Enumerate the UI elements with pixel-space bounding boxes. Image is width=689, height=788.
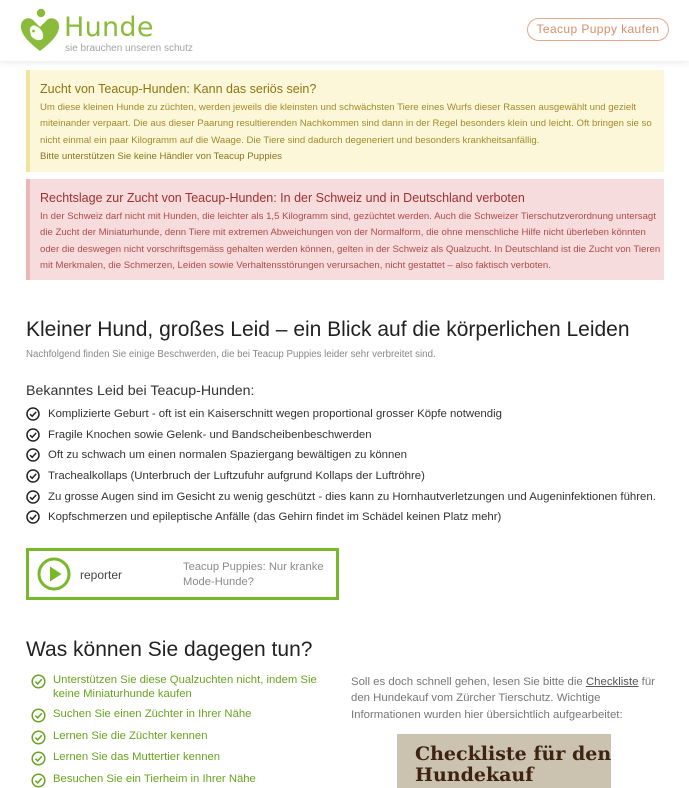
logo-subtitle: sie brauchen unseren schutz <box>65 43 193 54</box>
breeding-notice-note: Bitte unterstützen Sie keine Händler von Teacup Puppies <box>40 150 282 162</box>
checklist-text-before: Soll es doch schnell gehen, lesen Sie bitte die <box>351 676 586 688</box>
video-title[interactable]: Teacup Puppies: Nur kranke Mode-Hunde? <box>183 561 324 588</box>
video-player-box[interactable] <box>26 548 339 600</box>
list-item-text: Komplizierte Geburt - oft ist ein Kaiserschnitt wegen proportional grosser Köpfe notwendig <box>48 408 502 421</box>
list-item <box>31 751 331 766</box>
legal-notice-body: In der Schweiz darf nicht mit Hunden, die leichter als 1,5 Kilogramm sind, gezüchtet werden. Auch die Schweizer Tierschutzverordnung untersagt die Zucht der Miniaturhunde, denn Tiere mit extremen Abweichungen von der Normalform, die ohne menschliche Hilfe nicht überleben könnten oder die deswegen nicht vorschriftsgemäss gehalten werden können, gelten in der Schweiz als Qualzucht. In Deutschland ist die Zucht von Tieren mit Merkmalen, die Schmerzen, Leiden sowie Verhaltensstörungen verursachen, nicht gestattet – also faktisch verboten. <box>40 211 661 271</box>
checklist-text-after: für den Hundekauf vom Zürcher Tierschutz. Wichtige Informationen wurden hier übersichtlich aufgearbeitet: <box>351 676 655 721</box>
list-item <box>26 466 656 487</box>
page-subheading: Nachfolgend finden Sie einige Beschwerden, die bei Teacup Puppies leider sehr verbreitet sind. <box>26 349 436 360</box>
list-item <box>26 425 656 446</box>
check-circle-icon <box>31 730 46 745</box>
list-item-text: Zu grosse Augen sind im Gesicht zu wenig geschützt - dies kann zu Hornhautverletzungen und Augeninfektionen führen. <box>48 490 656 503</box>
check-circle-icon <box>31 674 46 689</box>
list-item-text: Oft zu schwach um einen normalen Spaziergang bewältigen zu können <box>48 449 408 462</box>
list-item-text: Kopfschmerzen und epileptische Anfälle (das Gehirn findet im Schädel keinen Platz mehr) <box>48 511 502 524</box>
check-circle-icon <box>26 428 40 442</box>
video-source-label: reporter <box>80 568 123 582</box>
action-link[interactable]: Unterstützen Sie diese Qualzuchten nicht, indem Sie keine Miniaturhunde kaufen <box>53 674 317 700</box>
check-circle-icon <box>31 773 46 788</box>
action-link[interactable]: Lernen Sie die Züchter kennen <box>53 729 208 742</box>
action-list <box>31 674 331 788</box>
check-circle-icon <box>26 407 40 421</box>
list-item <box>31 708 331 723</box>
check-circle-icon <box>26 469 40 483</box>
heart-logo-icon[interactable] <box>19 7 61 53</box>
list-item <box>26 507 656 528</box>
legal-notice <box>26 179 664 280</box>
action-link[interactable]: Suchen Sie einen Züchter in Ihrer Nähe <box>53 708 252 721</box>
play-icon[interactable] <box>37 557 71 591</box>
site-header <box>0 0 689 61</box>
list-item <box>26 404 656 425</box>
suffering-list <box>26 404 656 528</box>
page-heading: Kleiner Hund, großes Leid – ein Blick auf die körperlichen Leiden <box>26 318 630 341</box>
teacup-puppy-kaufen-button[interactable]: Teacup Puppy kaufen <box>527 18 669 41</box>
list-item <box>26 445 656 466</box>
checklist-paragraph <box>351 674 661 723</box>
list-item <box>31 773 331 788</box>
known-suffering-heading: Bekanntes Leid bei Teacup-Hunden: <box>26 383 255 399</box>
action-link[interactable]: Lernen Sie das Muttertier kennen <box>53 751 221 764</box>
checklist-link[interactable]: Checkliste <box>585 676 639 688</box>
check-circle-icon <box>31 708 46 723</box>
action-heading: Was können Sie dagegen tun? <box>26 638 313 661</box>
legal-notice-title: Rechtslage zur Zucht von Teacup-Hunden: In der Schweiz und in Deutschland verboten <box>40 191 525 205</box>
checklist-image[interactable] <box>397 734 611 788</box>
check-circle-icon <box>26 490 40 504</box>
breeding-notice <box>26 70 664 172</box>
breeding-notice-title: Zucht von Teacup-Hunden: Kann das seriös sein? <box>40 82 317 96</box>
action-link[interactable]: Besuchen Sie ein Tierheim in Ihrer Nähe <box>53 772 256 785</box>
check-circle-icon <box>26 510 40 524</box>
list-item <box>31 730 331 745</box>
check-circle-icon <box>31 751 46 766</box>
checklist-image-caption: Checkliste für den Hundekauf <box>415 743 611 786</box>
list-item <box>31 674 331 702</box>
list-item <box>26 486 656 507</box>
logo-title[interactable]: Hunde <box>64 12 154 43</box>
check-circle-icon <box>26 448 40 462</box>
list-item-text: Fragile Knochen sowie Gelenk- und Bandscheibenbeschwerden <box>48 428 372 441</box>
list-item-text: Trachealkollaps (Unterbruch der Luftzufuhr aufgrund Kollaps der Luftröhre) <box>48 470 425 483</box>
breeding-notice-body: Um diese kleinen Hunde zu züchten, werden jeweils die kleinsten und schwächsten Tiere eines Wurfs dieser Rassen ausgewählt und gezielt miteinander verpaart. Die aus dieser Paarung resultierenden Nachkommen sind dann in der Regel besonders klein und leicht. Oft bringen sie so nicht einmal ein paar Kilogramm auf die Waage. Die Tiere sind dadurch degeneriert und besonders krankheitsanfällig. <box>40 102 652 146</box>
